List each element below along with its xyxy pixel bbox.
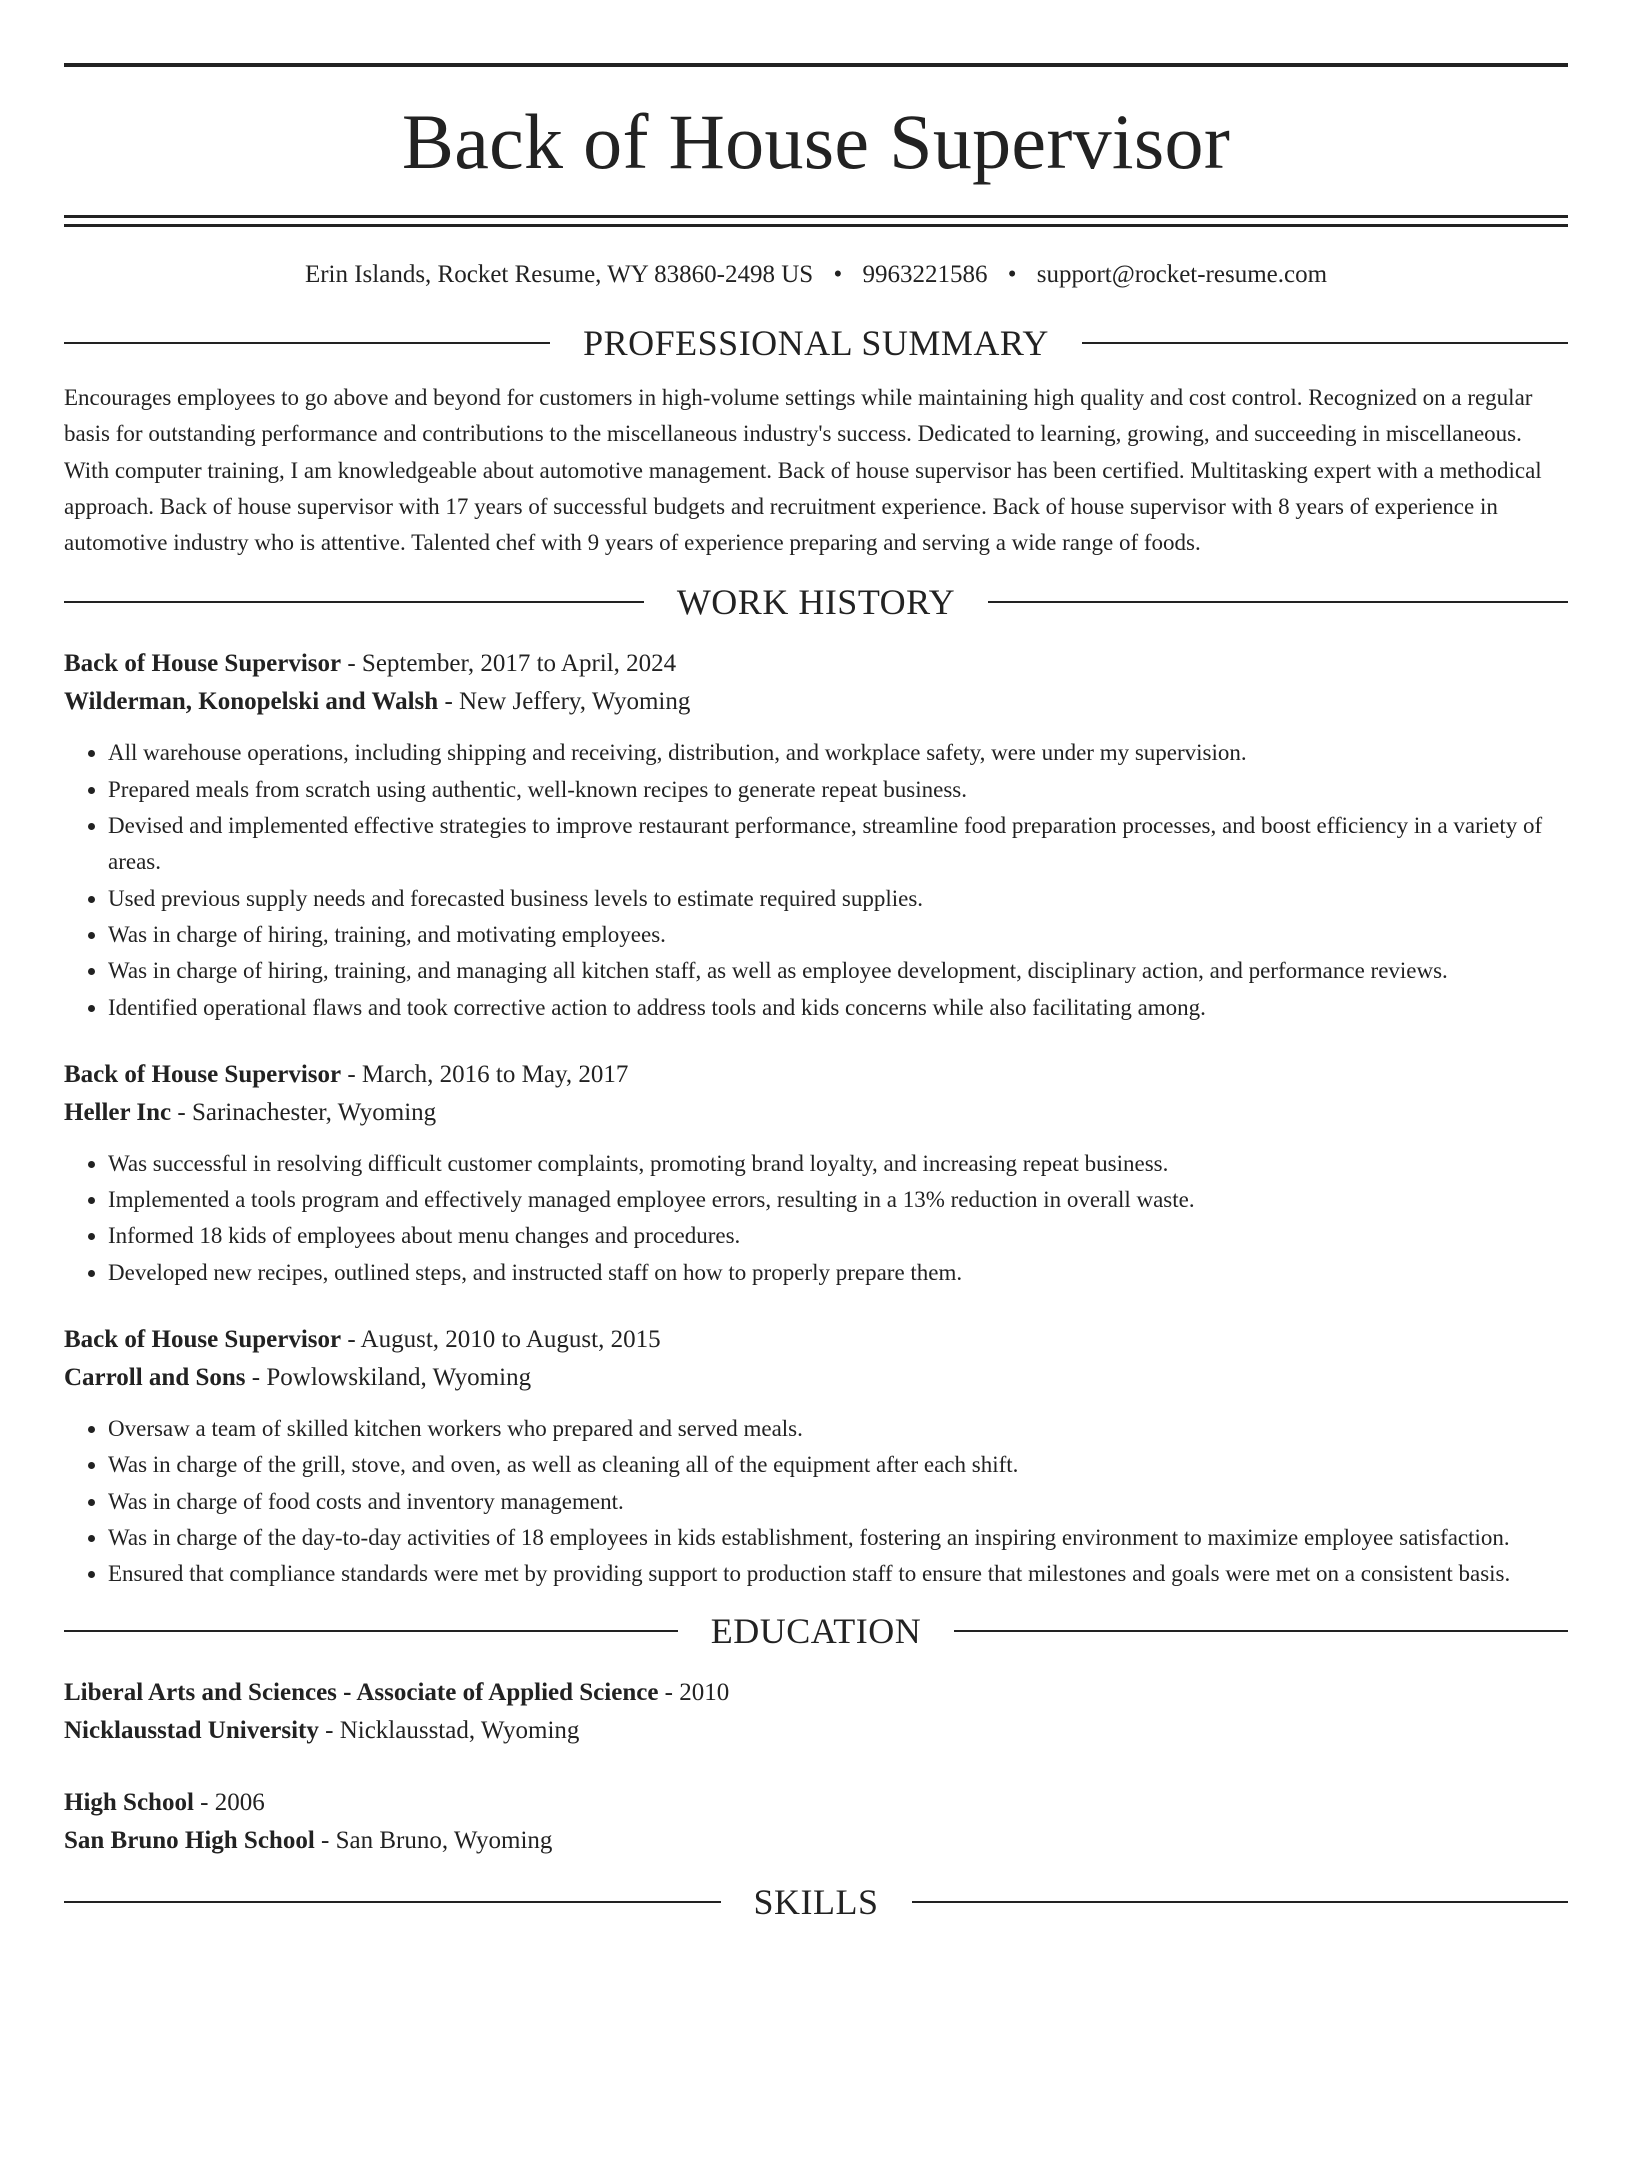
job-company: Heller Inc [64, 1098, 172, 1126]
summary-text: Encourages employees to go above and beyond for customers in high-volume settings while maintaining high quality and cost control. Recognized on a regular basis for outstanding performance and contributions to the miscellaneous industry's success. Dedicated to learning, growing, and succeeding in miscellaneous. With computer training, I am knowledgeable about automotive management. Back of house supervisor has been certified. Multitasking expert with a methodical approach. Back of house supervisor with 17 years of successful budgets and recruitment experience. Back of house supervisor with 8 years of experience in automotive industry who is attentive. Talented chef with 9 years of experience preparing and serving a wide range of foods. [64, 385, 1542, 556]
education-year: - 2010 [658, 1678, 730, 1706]
list-item: • Devised and implemented effective strategies to improve restaurant performance, streamline food preparation processes, and boost efficiency in a variety of areas. [108, 808, 1568, 881]
job-company-line [64, 683, 1568, 721]
education-school-line [64, 1712, 1568, 1750]
list-item: • Was in charge of the day-to-day activities of 18 employees in kids establishment, fostering an inspiring environment to maximize employee satisfaction. [108, 1520, 1568, 1556]
heading-rule [1082, 342, 1568, 344]
contact-email: support@rocket-resume.com [1036, 261, 1328, 288]
heading-rule [954, 1630, 1568, 1632]
job-bullets [64, 1146, 1568, 1291]
job-company: Wilderman, Konopelski and Walsh [64, 688, 439, 716]
job-title: Back of House Supervisor [64, 650, 342, 678]
list-item: • All warehouse operations, including shipping and receiving, distribution, and workplace safety, were under my supervision. [108, 735, 1568, 771]
education-degree: Liberal Arts and Sciences - Associate of Applied Science [64, 1678, 659, 1706]
list-item: • Used previous supply needs and forecasted business levels to estimate required supplies. [108, 881, 1568, 917]
page-title: Back of House Supervisor [401, 98, 1231, 185]
heading-rule [64, 342, 550, 344]
job-company-line [64, 1359, 1568, 1397]
list-item: • Was in charge of hiring, training, and motivating employees. [108, 917, 1568, 953]
education-entry [64, 1674, 1568, 1750]
list-item: • Prepared meals from scratch using authentic, well-known recipes to generate repeat business. [108, 772, 1568, 808]
title-double-rule [64, 215, 1568, 227]
education-location: - San Bruno, Wyoming [314, 1826, 553, 1854]
education-school: San Bruno High School [64, 1826, 315, 1854]
section-heading-work-history [64, 580, 1568, 624]
job-dates: - March, 2016 to May, 2017 [341, 1060, 629, 1088]
list-item: • Informed 18 kids of employees about menu changes and procedures. [108, 1218, 1568, 1254]
section-title: WORK HISTORY [676, 582, 956, 623]
heading-rule [912, 1901, 1569, 1903]
education-location: - Nicklausstad, Wyoming [318, 1716, 580, 1744]
contact-info [64, 260, 1568, 290]
job-title: Back of House Supervisor [64, 1326, 342, 1354]
contact-address: Erin Islands, Rocket Resume, WY 83860-2498 US [304, 261, 814, 288]
education-degree-line [64, 1784, 1568, 1822]
section-heading-education [64, 1609, 1568, 1653]
education-entry [64, 1784, 1568, 1860]
job-location: - Powlowskiland, Wyoming [245, 1364, 532, 1392]
education-degree: High School [64, 1788, 194, 1816]
section-title: PROFESSIONAL SUMMARY [583, 323, 1049, 363]
list-item: • Identified operational flaws and took corrective action to address tools and kids concerns while also facilitating among. [108, 990, 1568, 1026]
heading-rule [64, 1630, 678, 1632]
heading-rule [64, 1901, 721, 1903]
job-bullets [64, 1411, 1568, 1592]
education-school: Nicklausstad University [64, 1716, 319, 1744]
list-item: • Ensured that compliance standards were met by providing support to production staff to ensure that milestones and goals were met on a consistent basis. [108, 1556, 1568, 1592]
list-item: • Developed new recipes, outlined steps, and instructed staff on how to properly prepare them. [108, 1255, 1568, 1291]
list-item: • Was successful in resolving difficult customer complaints, promoting brand loyalty, and increasing repeat business. [108, 1146, 1568, 1182]
job-title: Back of House Supervisor [64, 1060, 342, 1088]
top-rule [64, 63, 1568, 67]
job-bullets [64, 735, 1568, 1025]
contact-phone: 9963221586 [862, 261, 988, 288]
job-entry [64, 1056, 1568, 1291]
heading-rule [64, 601, 644, 603]
job-dates: - August, 2010 to August, 2015 [341, 1326, 661, 1354]
job-location: - New Jeffery, Wyoming [438, 688, 691, 716]
list-item: • Was in charge of food costs and inventory management. [108, 1484, 1568, 1520]
education-degree-line [64, 1674, 1568, 1712]
heading-rule [988, 601, 1568, 603]
education-school-line [64, 1822, 1568, 1860]
contact-separator: • [1007, 261, 1017, 288]
resume-page [0, 63, 1632, 2175]
list-item: • Implemented a tools program and effectively managed employee errors, resulting in a 13% reduction in overall waste. [108, 1182, 1568, 1218]
list-item: • Was in charge of the grill, stove, and oven, as well as cleaning all of the equipment after each shift. [108, 1447, 1568, 1483]
section-heading-summary [64, 321, 1568, 365]
section-title: SKILLS [753, 1881, 879, 1922]
section-title: EDUCATION [710, 1610, 922, 1651]
section-heading-skills [64, 1880, 1568, 1924]
job-company: Carroll and Sons [64, 1364, 246, 1392]
job-company-line [64, 1094, 1568, 1132]
job-title-line [64, 1321, 1568, 1359]
job-location: - Sarinachester, Wyoming [171, 1098, 437, 1126]
job-title-line [64, 645, 1568, 683]
job-entry [64, 645, 1568, 1025]
job-dates: - September, 2017 to April, 2024 [341, 650, 677, 678]
list-item: • Oversaw a team of skilled kitchen workers who prepared and served meals. [108, 1411, 1568, 1447]
contact-separator: • [833, 261, 843, 288]
job-entry [64, 1321, 1568, 1592]
job-title-line [64, 1056, 1568, 1094]
education-year: - 2006 [193, 1788, 265, 1816]
list-item: • Was in charge of hiring, training, and managing all kitchen staff, as well as employee development, disciplinary action, and performance reviews. [108, 953, 1568, 989]
